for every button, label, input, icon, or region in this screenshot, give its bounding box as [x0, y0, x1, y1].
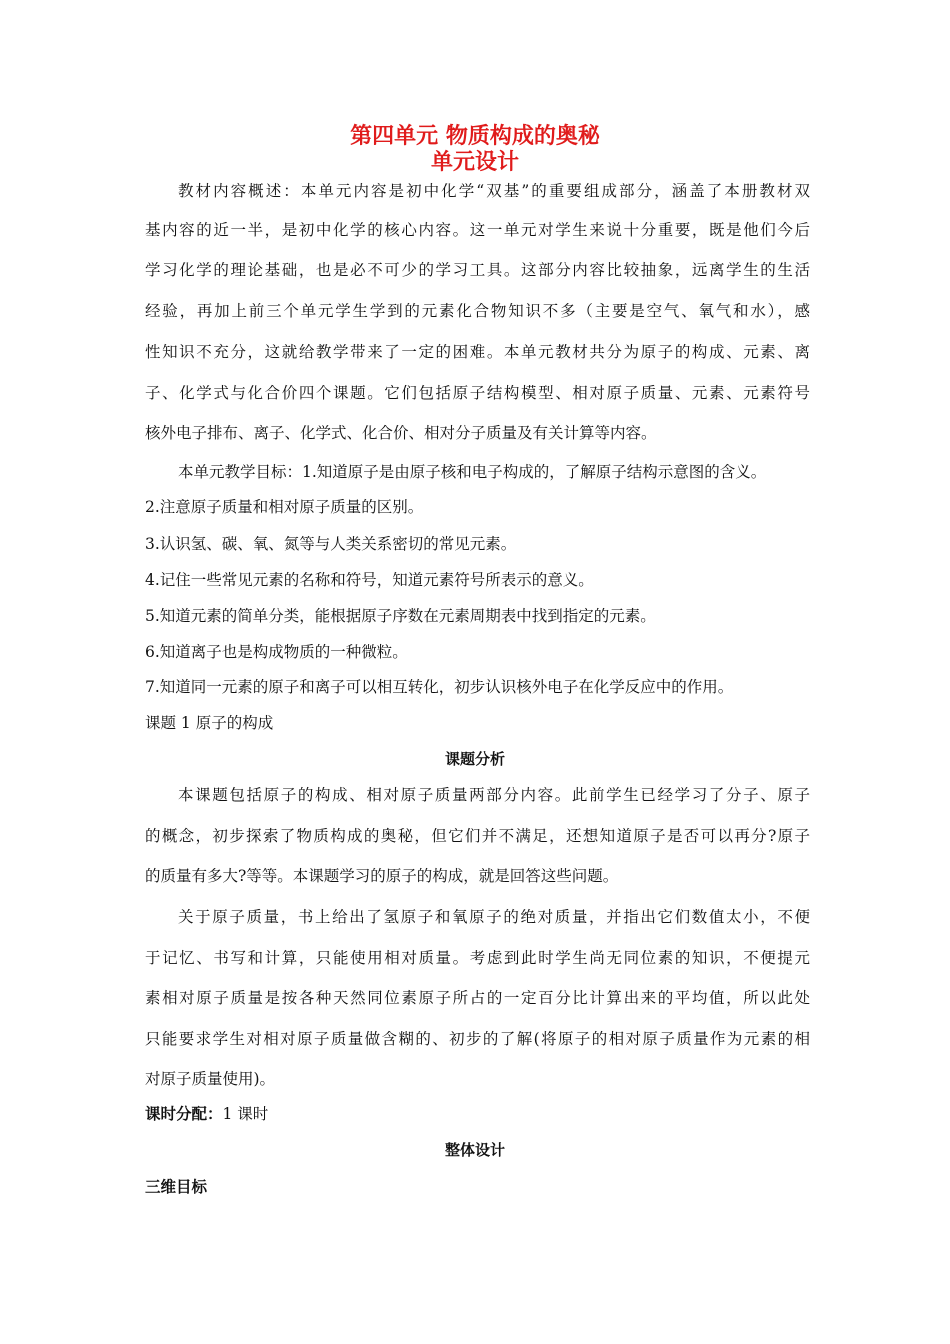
analysis-line: 素相对原子质量是按各种天然同位素原子所占的一定百分比计算出来的平均值，所以此处	[145, 989, 810, 1007]
analysis-line: 的概念，初步探索了物质构成的奥秘，但它们并不满足，还想知道原子是否可以再分?原子	[145, 827, 810, 845]
lesson-title: 课题 1 原子的构成	[145, 714, 274, 732]
goal-item: 本单元教学目标：1.知道原子是由原子核和电子构成的，了解原子结构示意图的含义。	[178, 463, 767, 481]
overview-line: 基内容的近一半，是初中化学的核心内容。这一单元对学生来说十分重要，既是他们今后	[145, 221, 810, 239]
overview-line: 子、化学式与化合价四个课题。它们包括原子结构模型、相对原子质量、元素、元素符号	[145, 384, 810, 402]
analysis-line: 的质量有多大?等等。本课题学习的原子的构成，就是回答这些问题。	[145, 867, 619, 885]
overview-line: 学习化学的理论基础，也是必不可少的学习工具。这部分内容比较抽象，远离学生的生活	[145, 261, 810, 279]
unit-subtitle: 单元设计	[430, 150, 519, 175]
analysis-line: 于记忆、书写和计算，只能使用相对质量。考虑到此时学生尚无同位素的知识，不便提元	[145, 949, 810, 967]
overview-line: 经验，再加上前三个单元学生学到的元素化合物知识不多（主要是空气、氧气和水），感	[145, 302, 810, 320]
schedule-value: 1 课时	[222, 1105, 269, 1123]
overview-line: 核外电子排布、离子、化学式、化合价、相对分子质量及有关计算等内容。	[145, 424, 657, 442]
analysis-line: 关于原子质量，书上给出了氢原子和氧原子的绝对质量，并指出它们数值太小，不便	[178, 908, 810, 926]
unit-title: 第四单元 物质构成的奥秘	[350, 124, 600, 149]
analysis-line: 只能要求学生对相对原子质量做含糊的、初步的了解(将原子的相对原子质量作为元素的相	[145, 1030, 810, 1048]
goal-item: 7.知道同一元素的原子和离子可以相互转化，初步认识核外电子在化学反应中的作用。	[145, 678, 734, 696]
analysis-heading: 课题分析	[444, 750, 505, 768]
analysis-line: 对原子质量使用)。	[145, 1070, 276, 1088]
analysis-line: 本课题包括原子的构成、相对原子质量两部分内容。此前学生已经学习了分子、原子	[178, 786, 810, 804]
goal-item: 5.知道元素的简单分类，能根据原子序数在元素周期表中找到指定的元素。	[145, 607, 656, 625]
schedule-row	[145, 1104, 810, 1124]
goal-item: 4.记住一些常见元素的名称和符号，知道元素符号所表示的意义。	[145, 571, 594, 589]
schedule-label: 课时分配：	[145, 1105, 223, 1123]
overview-line: 教材内容概述：本单元内容是初中化学“双基”的重要组成部分，涵盖了本册教材双	[178, 182, 810, 200]
design-heading: 整体设计	[444, 1141, 505, 1159]
goal-item: 6.知道离子也是构成物质的一种微粒。	[145, 643, 408, 661]
objectives-heading: 三维目标	[145, 1178, 208, 1196]
goal-item: 2.注意原子质量和相对原子质量的区别。	[145, 498, 424, 516]
overview-line: 性知识不充分，这就给教学带来了一定的困难。本单元教材共分为原子的构成、元素、离	[145, 343, 810, 361]
goal-item: 3.认识氢、碳、氧、氮等与人类关系密切的常见元素。	[145, 535, 517, 553]
